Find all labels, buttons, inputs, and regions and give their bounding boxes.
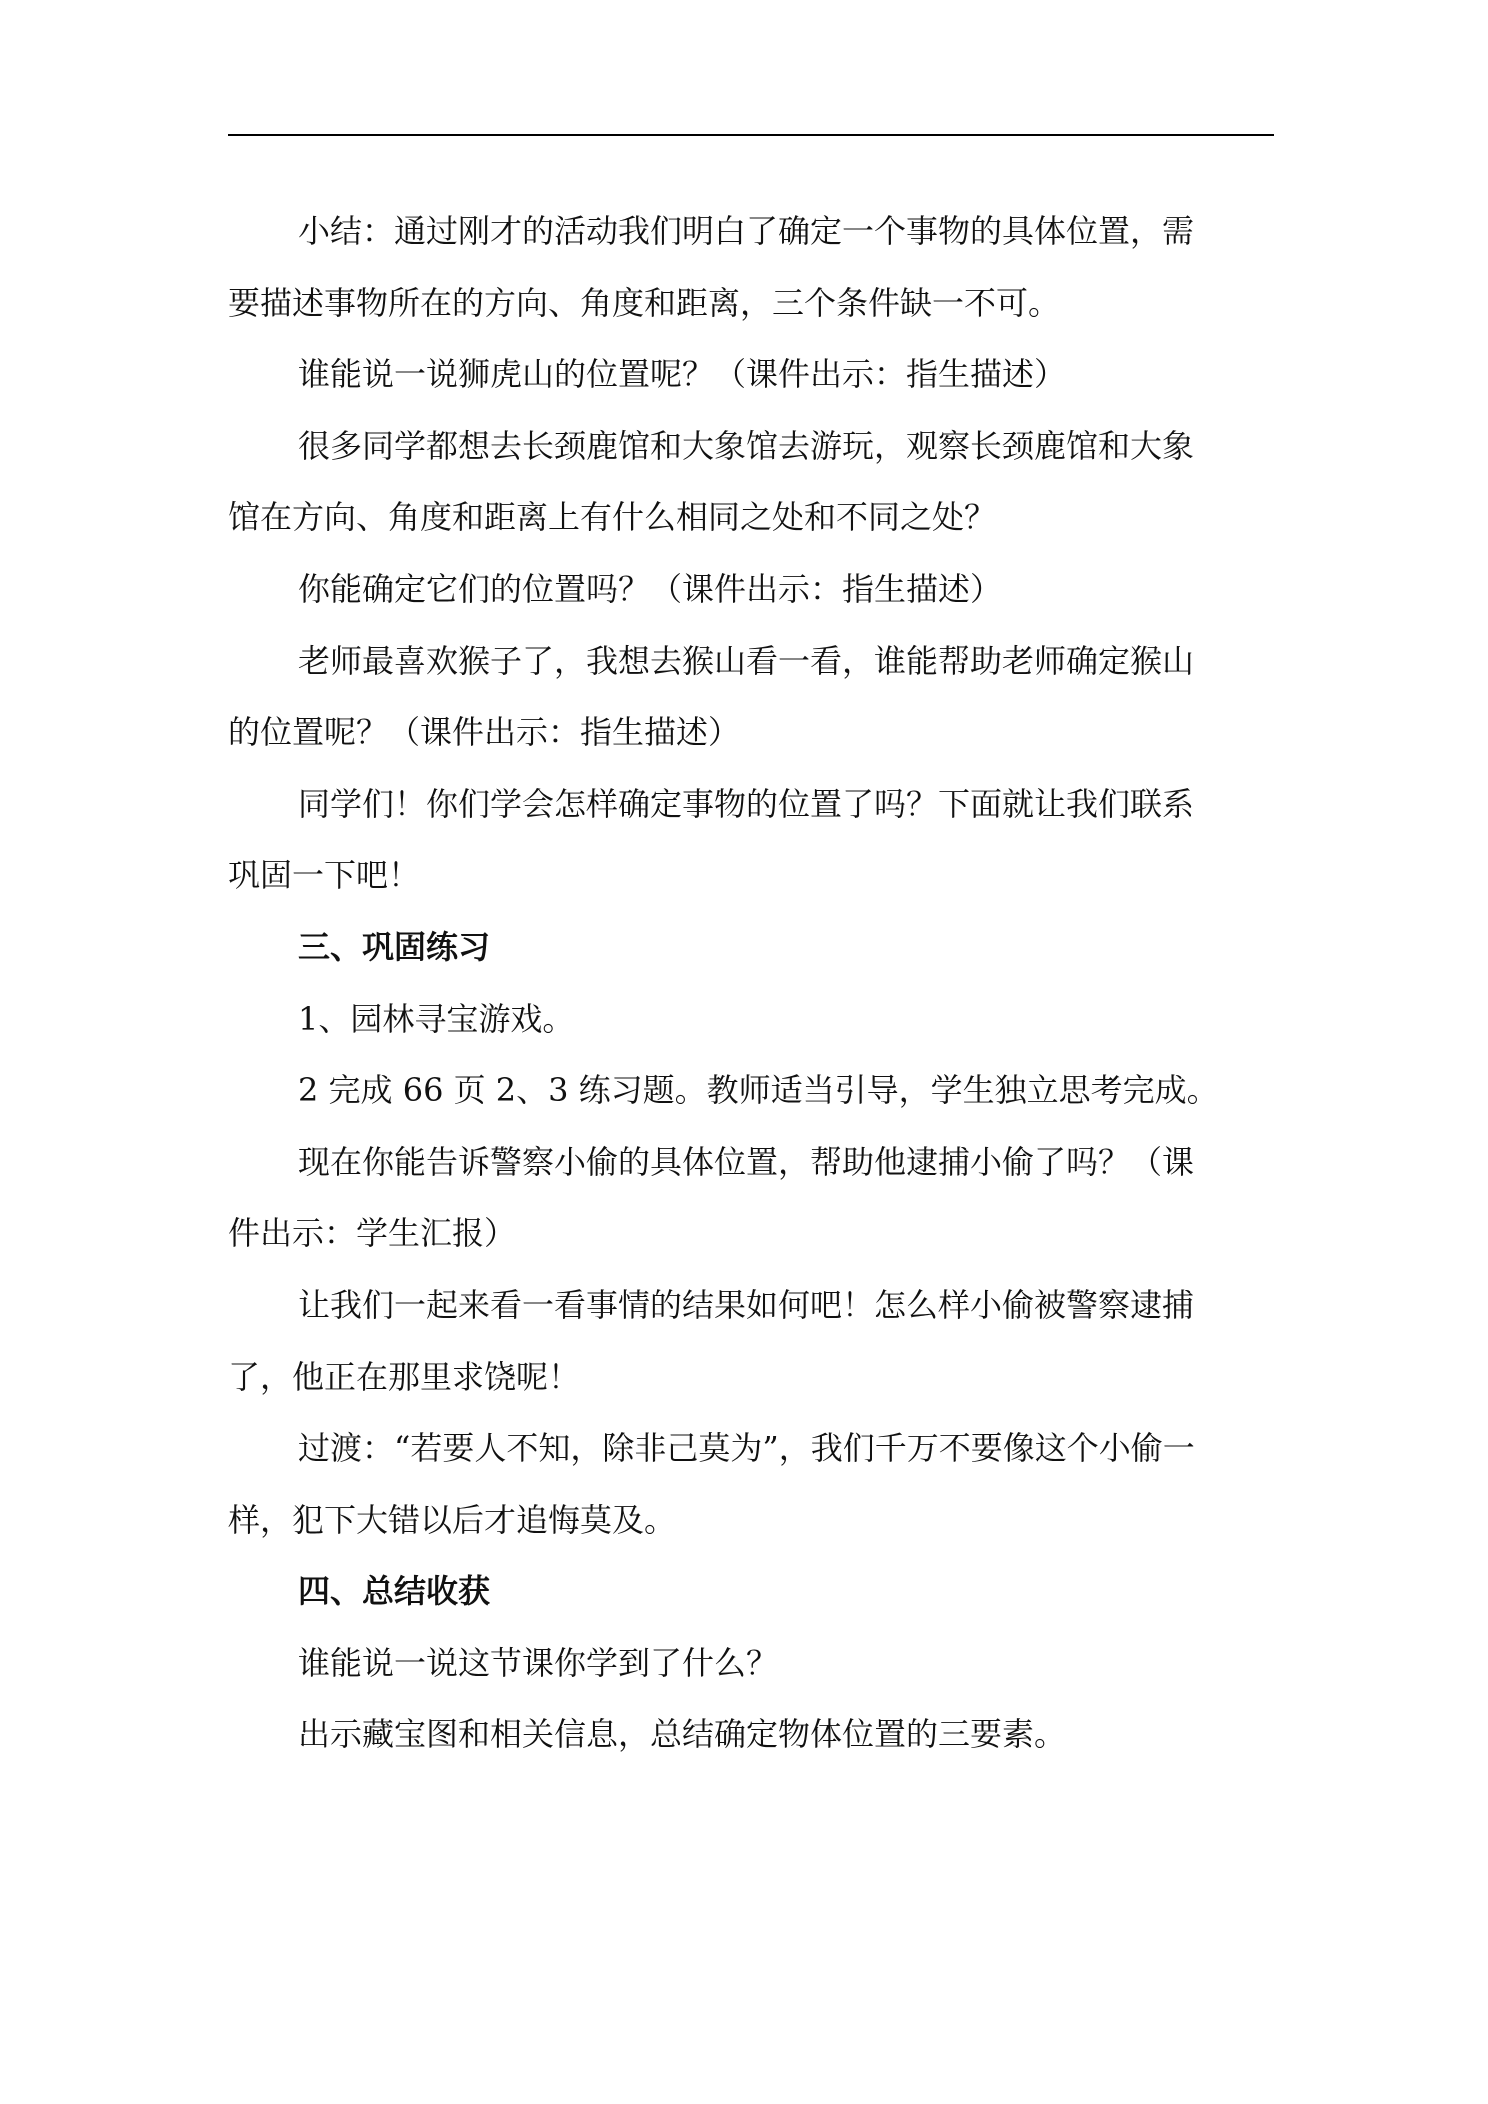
paragraph-line: 了，他正在那里求饶呢！ (228, 1357, 581, 1396)
paragraph (228, 1127, 1274, 1270)
paragraph (228, 1413, 1274, 1556)
paragraph-line: 1、园林寻宝游戏。 (298, 999, 575, 1038)
header-rule (228, 134, 1274, 136)
paragraph (228, 626, 1274, 769)
paragraph (228, 339, 1274, 411)
paragraph-line: 小结：通过刚才的活动我们明白了确定一个事物的具体位置，需 (298, 212, 1195, 250)
paragraph-line: 同学们！你们学会怎样确定事物的位置了吗？下面就让我们联系 (298, 784, 1195, 823)
paragraph-line: 谁能说一说狮虎山的位置呢？（课件出示：指生描述） (298, 355, 1067, 394)
document-body (228, 196, 1274, 1771)
section-heading: 三、巩固练习 (298, 927, 491, 966)
paragraph-line: 现在你能告诉警察小偷的具体位置，帮助他逮捕小偷了吗？（课 (298, 1142, 1195, 1181)
paragraph-line: 要描述事物所在的方向、角度和距离，三个条件缺一不可。 (228, 283, 1061, 322)
paragraph-line: 馆在方向、角度和距离上有什么相同之处和不同之处？ (228, 498, 997, 537)
paragraph-line: 出示藏宝图和相关信息，总结确定物体位置的三要素。 (298, 1715, 1067, 1754)
paragraph (228, 196, 1274, 339)
paragraph (228, 411, 1274, 554)
paragraph-line: 件出示：学生汇报） (228, 1214, 517, 1253)
section-heading: 四、总结收获 (298, 1572, 491, 1611)
paragraph (228, 769, 1274, 912)
paragraph (228, 984, 1274, 1056)
paragraph-line: 你能确定它们的位置吗？（课件出示：指生描述） (298, 569, 1003, 608)
paragraph-line: 样，犯下大错以后才追悔莫及。 (228, 1500, 677, 1539)
paragraph-line: 让我们一起来看一看事情的结果如何吧！怎么样小偷被警察逮捕 (298, 1285, 1195, 1324)
paragraph (228, 1699, 1274, 1771)
paragraph (228, 554, 1274, 626)
paragraph-line: 过渡：“若要人不知，除非己莫为”，我们千万不要像这个小偷一 (298, 1429, 1195, 1468)
paragraph-line: 老师最喜欢猴子了，我想去猴山看一看，谁能帮助老师确定猴山 (298, 641, 1195, 680)
paragraph-line: 谁能说一说这节课你学到了什么？ (298, 1643, 779, 1682)
paragraph (228, 1628, 1274, 1700)
paragraph (228, 1055, 1274, 1127)
paragraph-line: 2 完成 66 页 2、3 练习题。教师适当引导，学生独立思考完成。 (298, 1071, 1219, 1110)
paragraph-line: 很多同学都想去长颈鹿馆和大象馆去游玩，观察长颈鹿馆和大象 (298, 426, 1195, 465)
paragraph-line: 巩固一下吧！ (228, 856, 421, 895)
paragraph-line: 的位置呢？（课件出示：指生描述） (228, 713, 741, 752)
paragraph (228, 1270, 1274, 1413)
